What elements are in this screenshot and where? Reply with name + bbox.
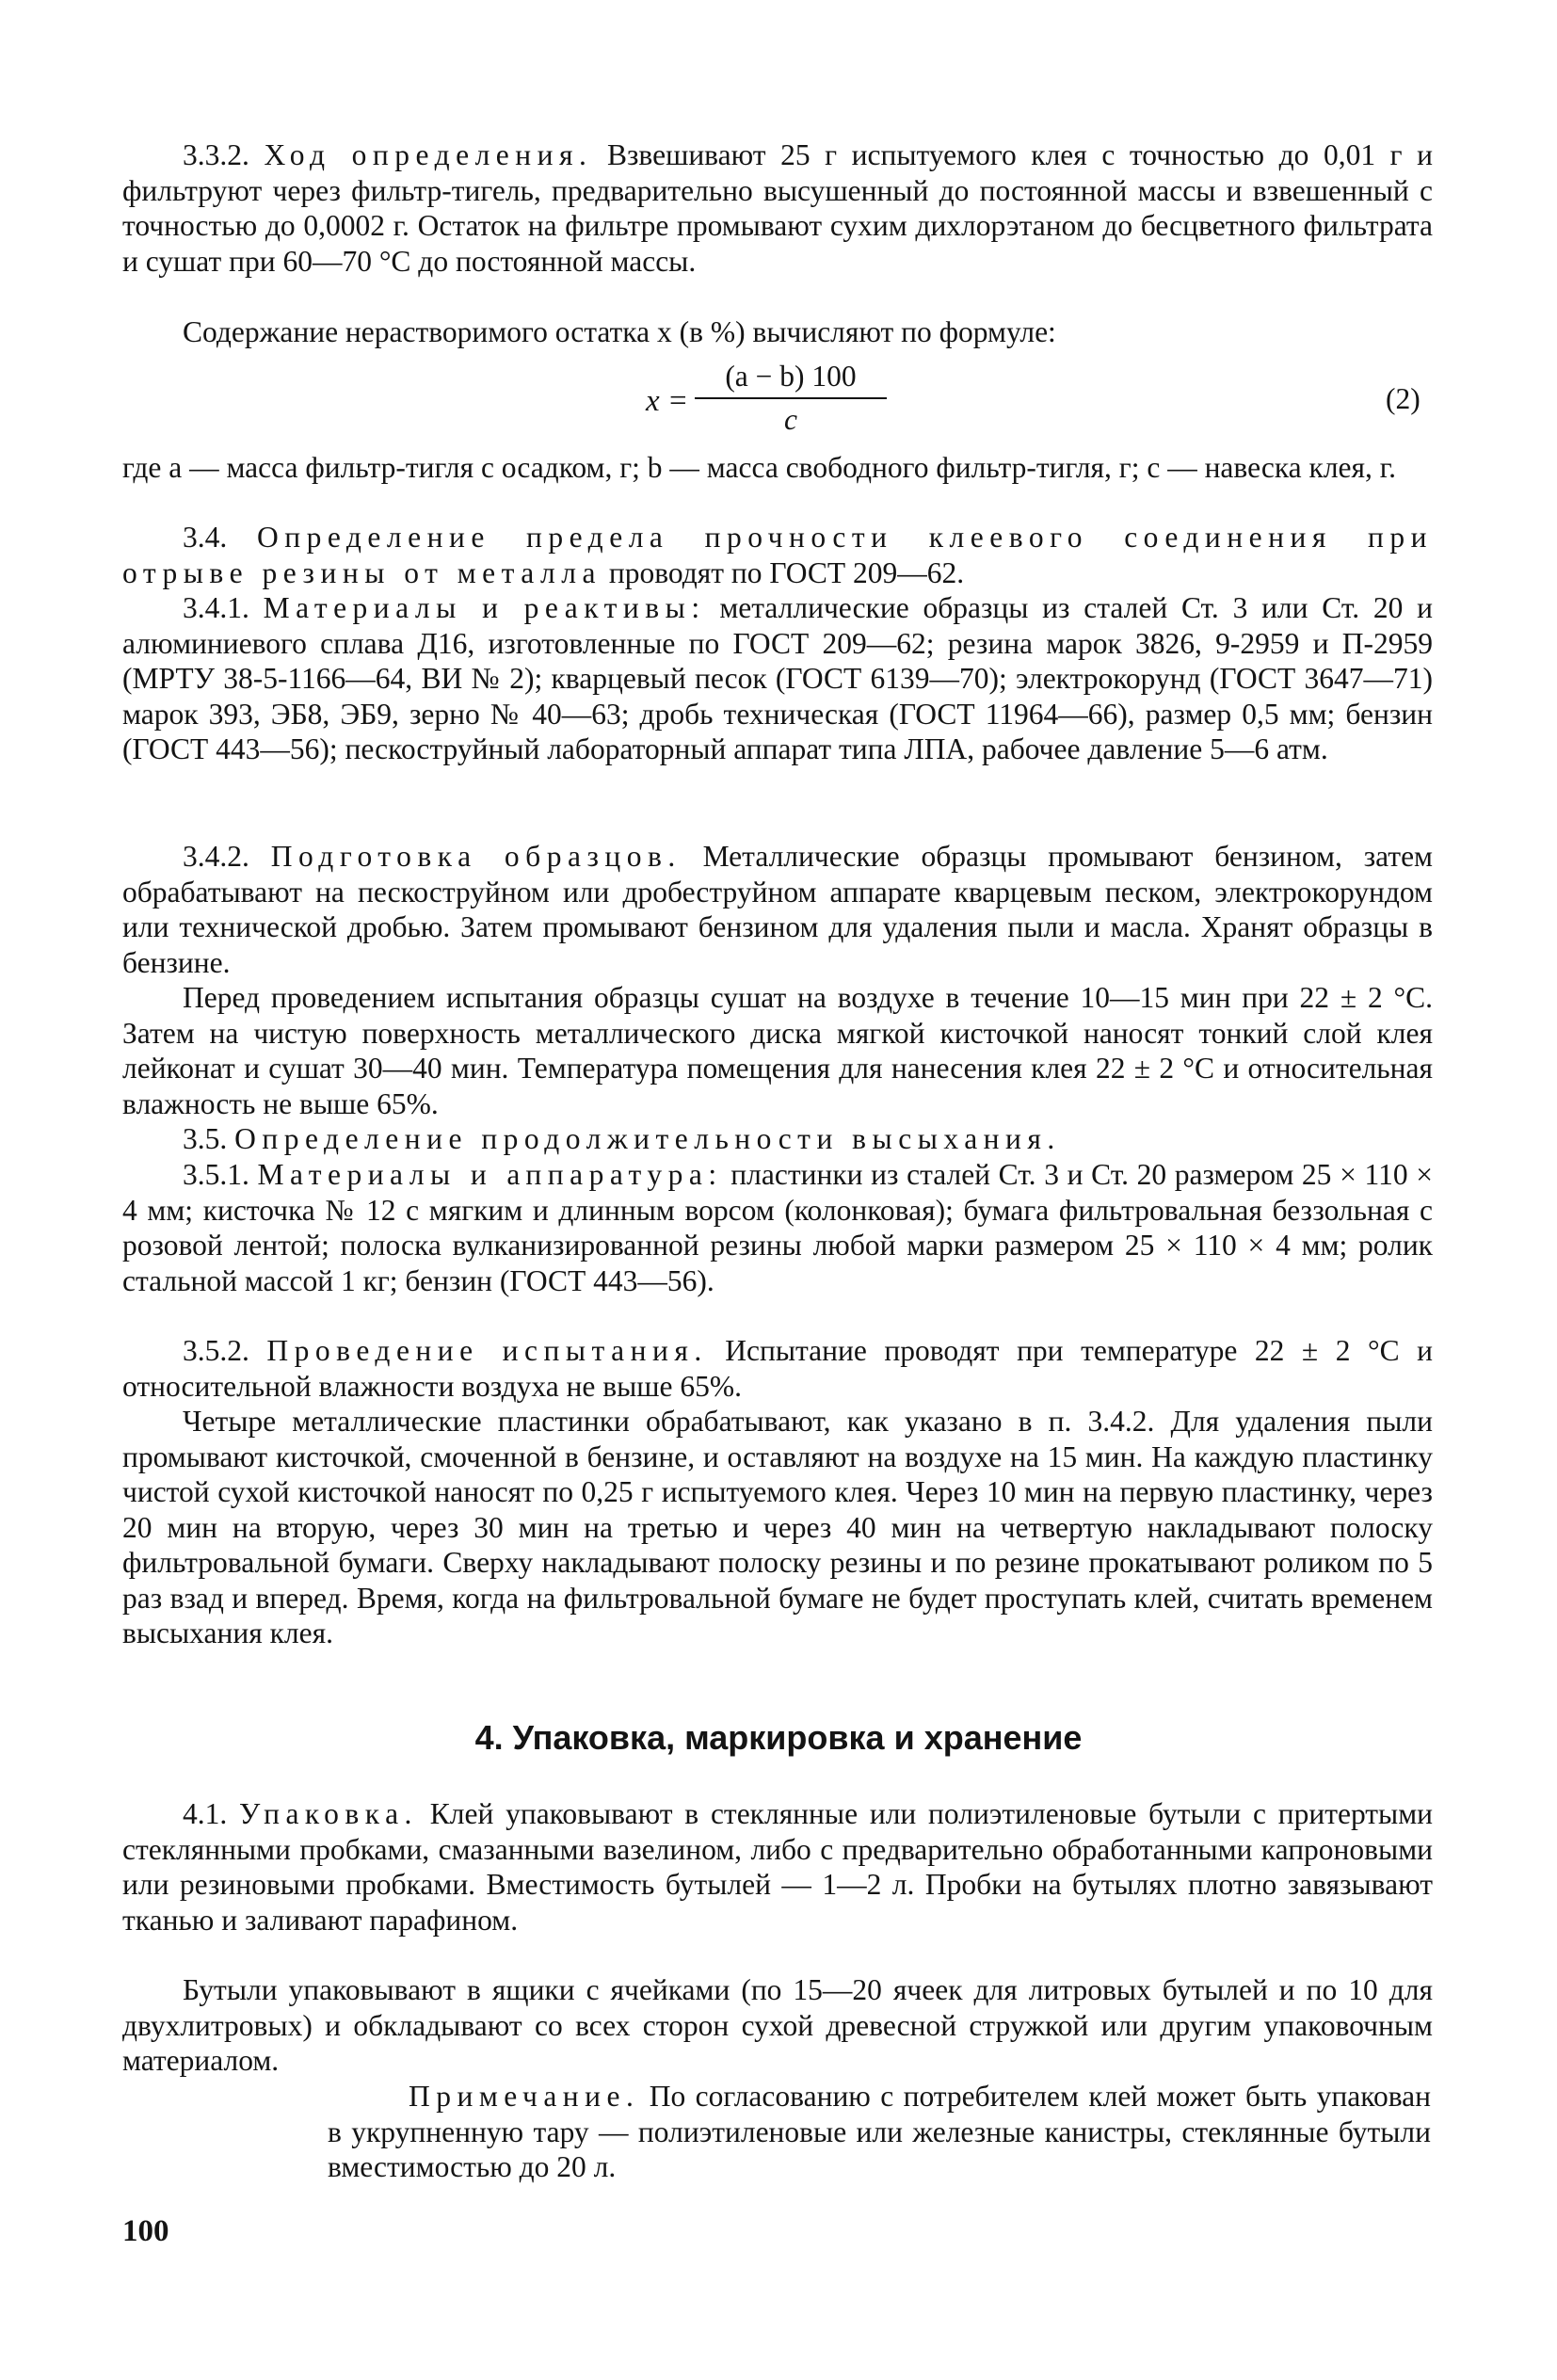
clause-title: Определение предела прочности клеевого соединения при отрыве резины от металла <box>122 521 1433 589</box>
clause-number: 3.5.2. <box>183 1334 267 1367</box>
note-title: Примечание. <box>409 2080 640 2113</box>
paragraph-3-4-2 <box>122 839 1433 980</box>
paragraph-3-3-2 <box>122 137 1433 279</box>
section-4-heading: 4. Упаковка, маркировка и хранение <box>474 1718 1083 1757</box>
paragraph-3-5-2 <box>122 1333 1433 1404</box>
paragraph-3-5-1 <box>122 1157 1433 1298</box>
clause-title: Подготовка образцов. <box>270 840 682 873</box>
formula-lhs: x = <box>646 384 689 418</box>
formula-fraction-bar <box>695 397 887 399</box>
clause-text: Испытание проводят при температуре 22 ± 2 °С и относительной влажности воздуха не выше 65%. <box>122 1334 1434 1403</box>
formula-denominator: c <box>784 403 797 436</box>
clause-number: 3.5.1. <box>183 1158 258 1191</box>
clause-number: 4.1. <box>183 1797 240 1830</box>
clause-title: Ход определения. <box>264 138 593 171</box>
page-number: 100 <box>122 2214 169 2248</box>
paragraph-3-4 <box>122 520 1433 590</box>
paragraph-3-5 <box>122 1121 1433 1157</box>
paragraph-formula-legend: где a — масса фильтр-тигля с осадком, г; b — масса свободного фильтр-тигля, г; c — навеска клея, г. <box>122 451 1397 484</box>
formula-number: (2) <box>1386 382 1421 415</box>
clause-text: Металлические образцы промывают бензином, затем обрабатывают на пескоструйном или дробеструйном аппарате кварцевым песком, электрокорундом или технической дробью. Затем промывают бензином для удаления пыли и масла. Хранят образцы в бензине. <box>122 840 1433 979</box>
formula-numerator: (a − b) 100 <box>725 360 857 393</box>
paragraph-packing-boxes: Бутыли упаковывают в ящики с ячейками (по 15—20 ячеек для литровых бутылей и по 10 для двухлитровых) и обкладывают со всех сторон сухой древесной стружкой или другим упаковочным материалом. <box>122 1973 1433 2077</box>
paragraph-drying-test: Четыре металлические пластинки обрабатывают, как указано в п. 3.4.2. Для удаления пыли промывают кисточкой, смоченной в бензине, и оставляют на воздухе на 15 мин. На каждую пластинку чистой сухой кисточкой наносят по 0,25 г испытуемого клея. Через 10 мин на первую пластинку, через 20 мин на вторую, через 30 мин на третью и через 40 мин на четвертую накладывают полоску фильтровальной бумаги. Сверху накладывают полоску резины и по резине прокатывают роликом по 5 раз взад и вперед. Время, когда на фильтровальной бумаге не будет проступать клей, считать временем высыхания клея. <box>122 1405 1433 1649</box>
clause-title: Проведение испытания. <box>266 1334 708 1367</box>
paragraph-3-4-1 <box>122 590 1433 767</box>
note <box>328 2079 1431 2185</box>
clause-number: 3.4. <box>183 521 257 554</box>
clause-title: Упаковка. <box>239 1797 418 1830</box>
clause-title: Материалы и реактивы: <box>263 591 706 624</box>
clause-number: 3.4.1. <box>183 591 264 624</box>
clause-number: 3.5. <box>183 1122 235 1155</box>
paragraph-4-1 <box>122 1796 1433 1938</box>
clause-text: Клей упаковывают в стеклянные или полиэтиленовые бутыли с притертыми стеклянными пробками, смазанными вазелином, либо с предварительно обработанными капроновыми или резиновыми пробками. Вместимость бутылей — 1—2 л. Пробки на бутылях плотно завязывают тканью и заливают парафином. <box>122 1797 1434 1937</box>
clause-text: металлические образцы из сталей Ст. 3 или Ст. 20 и алюминиевого сплава Д16, изготовленные по ГОСТ 209—62; резина марок 3826, 9-2959 и П-2959 (МРТУ 38-5-1166—64, ВИ № 2); кварцевый песок (ГОСТ 6139—70); электрокорунд (ГОСТ 3647—71) марок 393, ЭБ8, ЭБ9, зерно № 40—63; дробь техническая (ГОСТ 11964—66), размер 0,5 мм; бензин (ГОСТ 443—56); пескоструйный лабораторный аппарат типа ЛПА, рабочее давление 5—6 атм. <box>122 591 1434 765</box>
note-text: По согласованию с потребителем клей может быть упакован в укрупненную тару — полиэтиленовые или железные канистры, стеклянные бутыли вместимостью до 20 л. <box>328 2080 1431 2183</box>
clause-title: Материалы и аппаратура: <box>257 1158 723 1191</box>
clause-title: Определение продолжительности высыхания. <box>234 1122 1061 1155</box>
paragraph-formula-intro: Содержание нерастворимого остатка x (в %) вычисляют по формуле: <box>183 315 1056 348</box>
formula-2 <box>0 360 1557 454</box>
clause-number: 3.4.2. <box>183 840 271 873</box>
clause-text: пластинки из сталей Ст. 3 и Ст. 20 размером 25 × 110 × 4 мм; кисточка № 12 с мягким и длинным ворсом (колонковая); бумага фильтровальная беззольная с розовой лентой; полоска вулканизированной резины любой марки размером 25 × 110 × 4 мм; ролик стальной массой 1 кг; бензин (ГОСТ 443—56). <box>122 1158 1434 1297</box>
clause-text: Взвешивают 25 г испытуемого клея с точностью до 0,01 г и фильтруют через фильтр-тигель, предварительно высушенный до постоянной массы и взвешенный с точностью до 0,0002 г. Остаток на фильтре промывают сухим дихлорэтаном до бесцветного фильтрата и сушат при 60—70 °С до постоянной массы. <box>122 138 1433 278</box>
clause-number: 3.3.2. <box>183 138 265 171</box>
paragraph-drying-procedure: Перед проведением испытания образцы сушат на воздухе в течение 10—15 мин при 22 ± 2 °С. Затем на чистую поверхность металлического диска мягкой кисточкой наносят тонкий слой клея лейконат и сушат 30—40 мин. Температура помещения для нанесения клея 22 ± 2 °С и относительная влажность не выше 65%. <box>122 981 1433 1120</box>
clause-text: проводят по ГОСТ 209—62. <box>601 555 965 589</box>
